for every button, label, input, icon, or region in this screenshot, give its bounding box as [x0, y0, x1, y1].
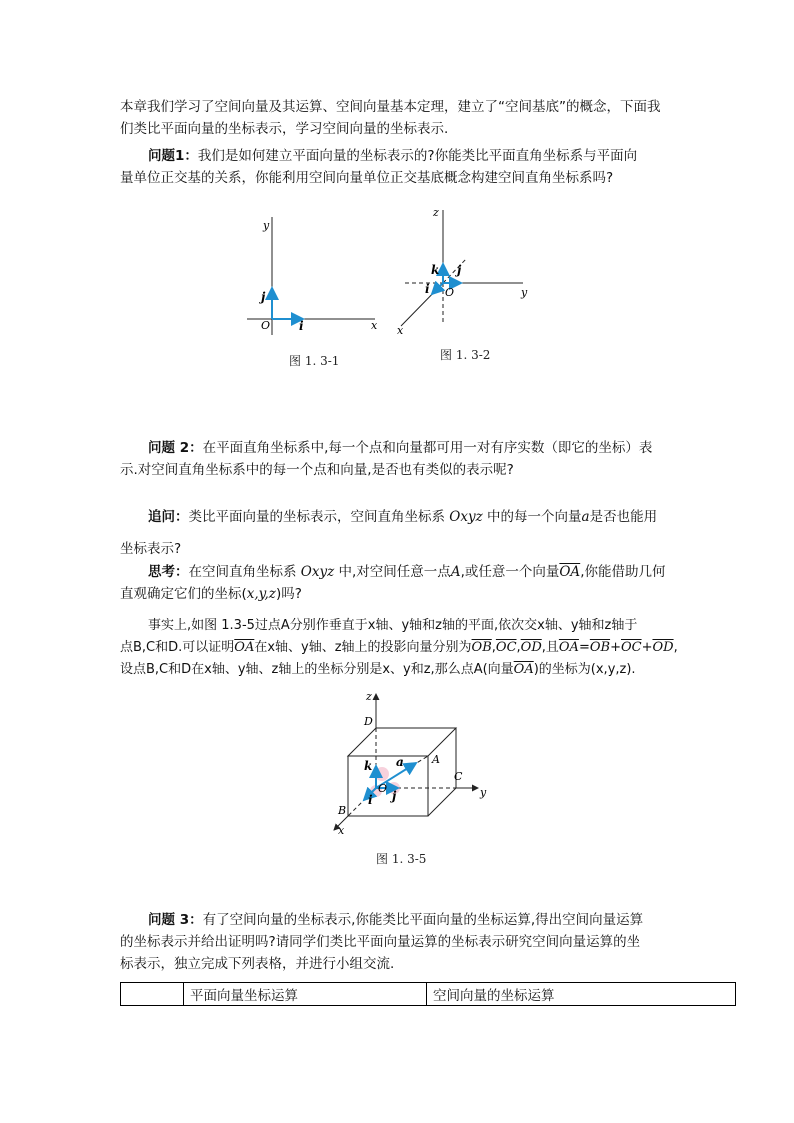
fig2-label-x: x [397, 324, 404, 335]
fig2-label-j: j [457, 263, 462, 277]
fig3-cube-top [348, 728, 456, 756]
follow-up-text-1: 类比平面向量的坐标表示，空间直角坐标系 [188, 509, 450, 525]
thinking-text-4: ,你能借助几何 [580, 564, 666, 580]
follow-up-question [120, 506, 680, 528]
question-1-text-1: 我们是如何建立平面向量的坐标表示的?你能类比平面直角坐标系与平面向 [197, 148, 638, 164]
fig3-cube-right-bottom [428, 788, 456, 816]
intro-line-1: 本章我们学习了空间向量及其运算、空间向量基本定理，建立了“空间基底”的概念，下面我 [120, 99, 661, 115]
follow-up-vector-a: a [581, 509, 590, 525]
thinking-point-a: A [450, 564, 461, 580]
question-3-text-3: 标表示，独立完成下列表格，并进行小组交流. [120, 956, 395, 972]
fact-line-1: 事实上,如图 1.3-5过点A分别作垂直于x轴、y轴和z轴的平面,依次交x轴、y轴和z轴于 [148, 618, 638, 633]
question-3-label: 问题 3： [148, 912, 203, 928]
fact-line-2: 点B,C和D.可以证明$\overline{OA}$在x轴、y轴、z轴上的投影向量分别为$\overline{OB},\overline{OC},\overline{OD}$,且$\overline{OA}=\overline{OB}+\overline{OC}+\overline{OD}$, [120, 640, 678, 655]
question-3-text-1: 有了空间向量的坐标表示,你能类比平面向量的坐标运算,得出空间向量运算 [202, 912, 644, 928]
thinking-label: 思考： [148, 564, 189, 580]
fig3-label-k: k [364, 759, 373, 773]
fact-line-3-b: )的坐标为(x,y,z). [533, 662, 636, 677]
question-1-label: 问题1： [148, 148, 198, 164]
fig3-label-y: y [480, 786, 487, 799]
figure-1-3-5 [328, 688, 493, 838]
question-2-text-2: 示.对空间直角坐标系中的每一个点和向量,是否也有类似的表示呢? [120, 462, 514, 478]
figure-1-3-2-caption: 图 1. 3-2 [440, 348, 491, 362]
thinking-text-3: ,或任意一个向量 [460, 564, 560, 580]
fact-paragraph [120, 615, 720, 681]
follow-up-text-3: 是否也能用 [589, 509, 658, 525]
question-2-label: 问题 2： [148, 440, 203, 456]
figure-1-3-2 [395, 200, 545, 335]
figure-1-3-1 [245, 205, 395, 340]
figure-1-3-5-caption: 图 1. 3-5 [376, 852, 427, 866]
follow-up-text-4: 坐标表示? [120, 541, 182, 557]
thinking-text-2: 中,对空间任意一点 [334, 564, 451, 580]
fact-sum-oa: $\overline{OA}$ [558, 640, 579, 655]
fig2-vector-i [432, 283, 443, 294]
fact-vector-oc: $\overline{OC}$ [495, 640, 517, 655]
fig3-label-i: i [368, 793, 373, 807]
figure-1-3-1-caption: 图 1. 3-1 [289, 354, 340, 368]
fig2-x-axis-dashed [443, 258, 467, 283]
fact-line-2-a: 点B,C和D.可以证明 [120, 640, 235, 655]
question-1-text-2: 量单位正交基的关系，你能利用空间向量单位正交基底概念构建空间直角坐标系吗? [120, 170, 614, 186]
fig3-highlight-1 [375, 767, 389, 781]
question-3-text-2: 的坐标表示并给出证明吗?请同学们类比平面向量运算的坐标表示研究空间向量运算的坐 [120, 934, 641, 950]
coordinate-operations-table [120, 982, 736, 1006]
fact-line-3 [120, 659, 636, 681]
follow-up-coord: Oxyz [449, 509, 483, 525]
fig1-label-y: y [263, 219, 270, 232]
question-1 [120, 145, 680, 189]
fig1-label-o: O [261, 319, 271, 332]
fact-sum-od: $\overline{OD}$ [652, 640, 674, 655]
fig2-label-i: i [425, 282, 430, 296]
question-2 [120, 437, 680, 481]
fig3-label-O: O [378, 782, 388, 795]
fact-vector-od: $\overline{OD}$ [520, 640, 542, 655]
fact-vector-oa: $\overline{OA}$ [234, 640, 255, 655]
fig2-label-o: O [445, 286, 455, 299]
table-header-row [121, 983, 736, 1006]
question-2-text-1: 在平面直角坐标系中,每一个点和向量都可用一对有序实数（即它的坐标）表 [202, 440, 653, 456]
fact-vector-ob: $\overline{OB}$ [471, 640, 492, 655]
fact-line-3-oa: $\overline{OA}$ [513, 662, 534, 677]
thinking-vector-oa: $\overline{OA}$ [559, 564, 581, 580]
thinking-text-6: )吗? [275, 586, 302, 602]
thinking-question [120, 561, 680, 605]
intro-line-2: 们类比平面向量的坐标表示，学习空间向量的坐标表示. [120, 121, 449, 137]
fig3-label-z: z [366, 690, 372, 703]
follow-up-label: 追问： [148, 509, 189, 525]
thinking-text-5: 直观确定它们的坐标( [120, 586, 247, 602]
question-3 [120, 909, 720, 975]
thinking-coord: Oxyz [300, 564, 335, 580]
follow-up-continuation [120, 538, 680, 560]
thinking-xyz: x,y,z [246, 586, 276, 602]
thinking-text-1: 在空间直角坐标系 [188, 564, 301, 580]
fact-sum-ob: $\overline{OB}$ [589, 640, 611, 655]
table-header-plane: 平面向量坐标运算 [184, 983, 427, 1006]
fig2-label-k: k [431, 263, 440, 277]
fig1-label-j: j [261, 290, 266, 304]
fact-line-3-a: 设点B,C和D在x轴、y轴、z轴上的坐标分别是x、y和z,那么点A(向量 [120, 662, 514, 677]
intro-paragraph [120, 96, 680, 140]
fig3-label-a: a [396, 755, 404, 769]
fig3-label-A: A [432, 753, 440, 766]
fact-line-2-c: ,且 [541, 640, 559, 655]
fig2-label-y: y [521, 286, 528, 299]
table-header-space: 空间向量的坐标运算 [427, 983, 736, 1006]
fig3-label-D: D [364, 715, 373, 728]
fig3-cube-front [348, 756, 428, 816]
fig3-label-x: x [338, 824, 345, 837]
fig1-label-i: i [299, 319, 304, 333]
fact-sum-oc: $\overline{OC}$ [620, 640, 642, 655]
follow-up-text-2: 中的每一个向量 [482, 509, 582, 525]
fig2-label-z: z [433, 206, 439, 219]
fig3-label-j: j [392, 789, 397, 803]
fact-line-2-b: 在x轴、y轴、z轴上的投影向量分别为 [254, 640, 472, 655]
fig3-label-C: C [454, 770, 463, 783]
table-header-blank [121, 983, 184, 1006]
fig1-label-x: x [371, 319, 378, 332]
fig3-label-B: B [338, 804, 347, 817]
